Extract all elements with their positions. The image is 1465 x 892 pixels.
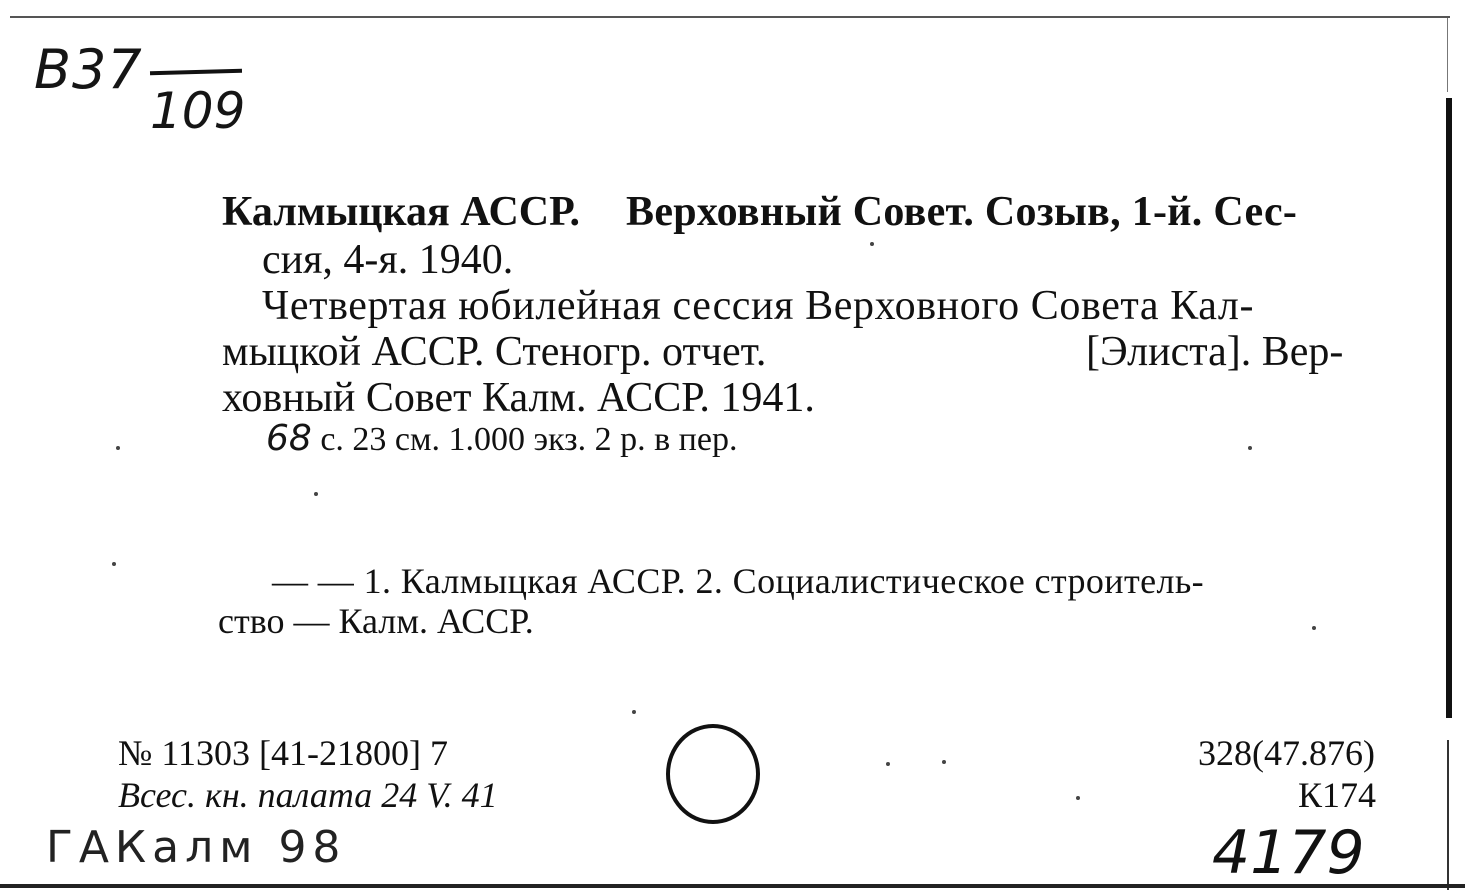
card-border-right xyxy=(1446,98,1452,718)
physical-details: с. 23 см. 1.000 экз. 2 р. в пер. xyxy=(320,421,738,458)
subjects-line-2: ство — Калм. АССР. xyxy=(218,601,534,641)
heading-body: Верховный Совет. Созыв, 1-й. Сес- xyxy=(626,189,1298,235)
archive-stamp: ГАКалм 98 xyxy=(46,822,347,873)
card-border-right-lower xyxy=(1447,740,1449,890)
scan-speck xyxy=(1312,626,1316,630)
publication-place: [Элиста]. Вер- xyxy=(1086,329,1344,375)
registry-chamber: Всес. кн. палата 24 V. 41 xyxy=(118,775,498,815)
author-mark: К174 xyxy=(1298,775,1377,815)
stamp-circle xyxy=(666,724,760,824)
scan-speck xyxy=(870,242,874,246)
title-line-1: Четвертая юбилейная сессия Верховного Совета Кал- xyxy=(262,283,1255,329)
classification-code: 328(47.876) xyxy=(1198,733,1375,773)
title-line-2: мыцкой АССР. Стеногр. отчет. xyxy=(222,329,767,375)
physical-description xyxy=(266,418,737,459)
page-count: 68 xyxy=(266,418,312,459)
heading-session: сия, 4-я. 1940. xyxy=(262,237,514,283)
scan-speck xyxy=(314,492,318,496)
scan-speck xyxy=(1076,796,1080,800)
scan-speck xyxy=(886,762,890,766)
heading-corporate-author: Калмыцкая АССР. xyxy=(222,189,581,235)
shelf-mark-fraction-line xyxy=(150,69,242,75)
scan-speck xyxy=(116,446,120,450)
registry-number: № 11303 [41-21800] 7 xyxy=(118,733,448,773)
scan-speck xyxy=(942,760,946,764)
subjects-line-1: — — 1. Калмыцкая АССР. 2. Социалистическое строитель- xyxy=(272,561,1205,601)
inventory-number: 4179 xyxy=(1212,818,1365,888)
title-line-3: ховный Совет Калм. АССР. 1941. xyxy=(222,375,815,421)
shelf-mark-top: В37 xyxy=(34,38,143,101)
scan-speck xyxy=(112,562,116,566)
shelf-mark-bottom: 109 xyxy=(150,82,246,140)
scan-speck xyxy=(1248,446,1252,450)
card-border-top xyxy=(10,16,1450,18)
card-border-right-upper xyxy=(1447,18,1448,92)
scan-speck xyxy=(632,710,636,714)
